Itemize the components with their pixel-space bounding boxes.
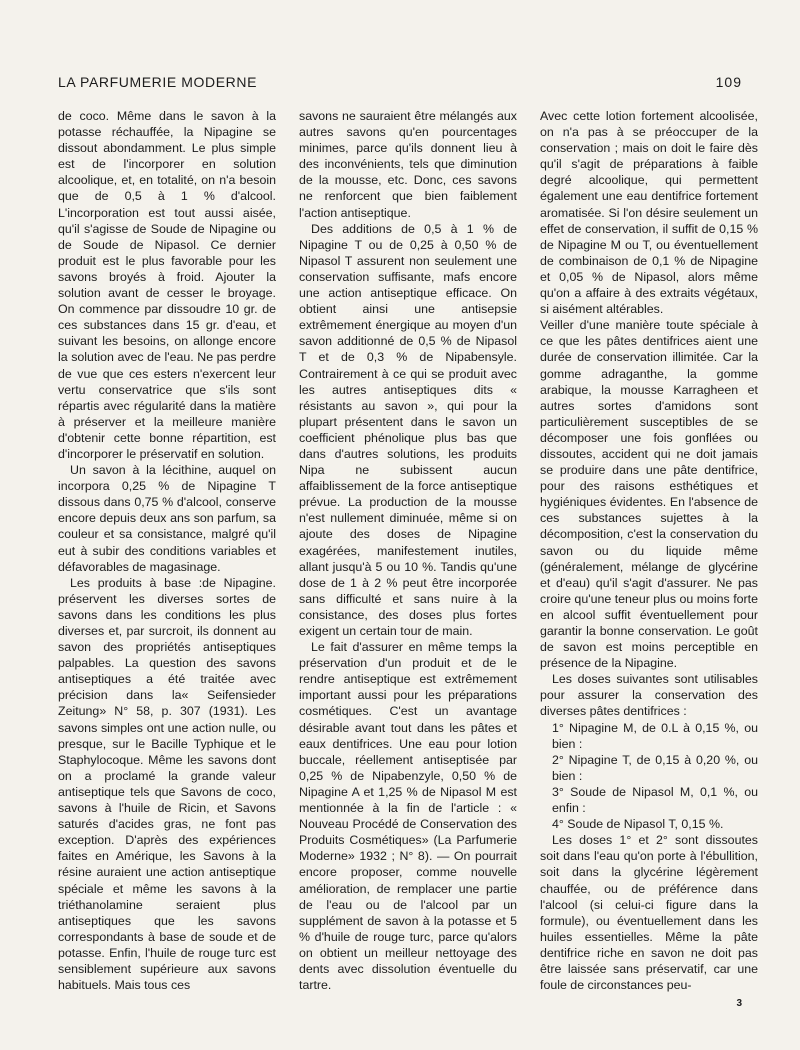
article-body [58, 108, 758, 993]
list-item: 2° Nipagine T, de 0,15 à 0,20 %, ou bien : [552, 752, 758, 783]
paragraph: Veiller d'une manière toute spéciale à ce que les pâtes dentifrices aient une durée de conservation illimitée. Car la gomme adraganthe, la gomme arabique, la mousse Karragheen et autres sortes d'amidons sont particulièrement susceptibles de se décomposer une fois gonflées ou dissoutes, accident qui ne doit jamais se produire dans une pâte dentifrice, pour des raisons esthétiques et hygiéniques évidentes. En l'absence de ces substances sujettes à la décomposition, c'est la conservation du savon ou du liquide même (généralement, mélange de glycérine et d'eau) qu'il s'agit d'assurer. Ne pas croire qu'une teneur plus ou moins forte en alcool suffit éventuellement pour garantir la bonne conservation. Le goût de savon est moins perceptible en présence de la Nipagine. [540, 318, 758, 671]
paragraph: Un savon à la lécithine, auquel on incorpora 0,25 % de Nipagine T dissous dans 0,75 % d'alcool, conserve encore depuis deux ans son parfum, sa couleur et sa consistance, malgré qu'il eut à subir des conditions variables et défavorables de magasinage. [58, 463, 276, 574]
list-item: 4° Soude de Nipasol T, 0,15 %. [552, 817, 724, 832]
paragraph: Des additions de 0,5 à 1 % de Nipagine T ou de 0,25 à 0,50 % de Nipasol T assurent non seulement une conservation suffisante, mafs encore une action antiseptique efficace. On obtient ainsi une antisepsie extrêmement énergique au moyen d'un savon additionné de 0,5 % de Nipasol T et de 0,3 % de Nipabensyle. Contrairement à ce qui se produit avec les autres antiseptiques dits « résistants au savon », qui pour la plupart présentent dans le savon un coefficient phénolique plus bas que dans d'autres solutions, les produits Nipa ne subissent aucun affaiblissement de la force antiseptique prévue. La production de la mousse n'est nullement diminuée, même si on ajoute des doses de Nipagine exagérées, manifestement inutiles, allant jusqu'à 5 ou 10 %. Tandis qu'une dose de 1 à 2 % peut être incorporée sans difficulté et sans nuire à la consistance, des doses plus fortes exigent un certain tour de main. [299, 221, 517, 638]
paragraph: Le fait d'assurer en même temps la préservation d'un produit et de le rendre antiseptique est extrêmement important aussi pour les préparations cosmétiques. C'est un avantage désirable avant tout dans les pâtes et eaux dentifrices. Une eau pour lotion buccale, réellement antiseptisée par 0,25 % de Nipabenzyle, 0,50 % de Nipagine A et 1,25 % de Nipasol M est mentionnée à la fin de l'article : « Nouveau Procédé de Conservation des Produits Cosmétiques» (La Parfumerie Moderne» 1932 ; N° 8). — On pourrait encore proposer, comme nouvelle amélioration, de remplacer une partie de l'eau ou de l'alcool par un supplément de savon à la potasse et 5 % d'huile de rouge turc, parce qu'alors on obtient un meilleur nettoyage des dents avec dissolution éventuelle du tartre. [299, 640, 517, 993]
paragraph: Les doses suivantes sont utilisables pour assurer la conservation des diverses pâtes dentifrices : [540, 672, 758, 719]
paragraph: Les produits à base :de Nipagine. préservent les diverses sortes de savons dans les conditions les plus diverses et, par surcroit, ils donnent au savon des propriétés antiseptiques palpables. La question des savons antiseptiques a été traitée avec précision dans la« Seifensieder Zeitung» N° 58, p. 307 (1931). Les savons simples ont une action nulle, ou presque, sur le Bacille Typhique et le Staphylocoque. Même les savons dont on a proclamé la grande valeur antiseptique tels que Savons de coco, savons à l'huile de Ricin, et Savons saturés d'acides gras, ne font pas exception. D'après des expériences faites en Amérique, les Savons à la résine auraient une action antiseptique spéciale et même les savons à la triéthanolamine seraient plus antiseptiques que les savons correspondants à base de soude et de potasse. Enfin, l'huile de rouge turc est sensiblement supérieure aux savons habituels. Mais tous ces [58, 575, 276, 993]
column-right [540, 108, 758, 993]
paragraph: Les doses 1° et 2° sont dissoutes soit dans l'eau qu'on porte à l'ébullition, soit dans la glycérine légèrement chauffée, ou de préférence dans l'alcool (si celui-ci figure dans la formule), ou éventuellement dans les huiles essentielles. Même la pâte dentifrice riche en savon ne doit pas être laissée sans préservatif, car une foule de circonstances peu- [540, 833, 758, 993]
folio-number: 3 [736, 998, 742, 1009]
list-item: 1° Nipagine M, de 0.L à 0,15 %, ou bien : [552, 720, 758, 751]
column-left [58, 108, 276, 993]
paragraph: Avec cette lotion fortement alcoolisée, on n'a pas à se préoccuper de la conservation ; mais on doit le faire dès qu'il s'agit de préparations à faible degré alcoolique, qui permettent également une eau dentifrice fortement aromatisée. Si l'on désire seulement un effet de conservation, il suffit de 0,15 % de Nipagine M ou T, ou éventuellement de combinaison de 0,1 % de Nipagine et 0,05 % de Nipasol, alors même qu'on a affaire à des extraits végétaux, si aisément altérables. [540, 109, 758, 317]
paragraph: savons ne sauraient être mélangés aux autres savons qu'en pourcentages minimes, parce qu'ils donnent lieu à des inconvénients, tels que diminution de la mousse, etc. Donc, ces savons ne renforcent que bien faiblement l'action antiseptique. [299, 109, 517, 220]
page-number: 109 [715, 74, 742, 90]
journal-title: LA PARFUMERIE MODERNE [58, 74, 258, 90]
list-item: 3° Soude de Nipasol M, 0,1 %, ou enfin : [552, 784, 758, 816]
column-middle [299, 108, 517, 993]
running-header [58, 74, 742, 90]
paragraph: de coco. Même dans le savon à la potasse réchauffée, la Nipagine se dissout abondamment. Le plus simple est de l'incorporer en solution alcoolique, et, en totalité, on n'a besoin que de 0,5 à 1 % d'alcool. L'incorporation est tout aussi aisée, qu'il s'agisse de Soude de Nipagine ou de Soude de Nipasol. Ce dernier produit est le plus favorable pour les savons broyés à froid. Ajouter la solution avant de cesser le broyage. On commence par dissoudre 10 gr. de ces substances dans 15 gr. d'eau, et suivant les besoins, on allonge encore la solution avec de l'eau. Ne pas perdre de vue que ces esters n'exercent leur vertu conservatrice que s'ils sont répartis avec régularité dans la matière à préserver et la meilleure manière d'obtenir cette bonne répartition, est d'incorporer le préservatif en solution. [58, 109, 276, 461]
